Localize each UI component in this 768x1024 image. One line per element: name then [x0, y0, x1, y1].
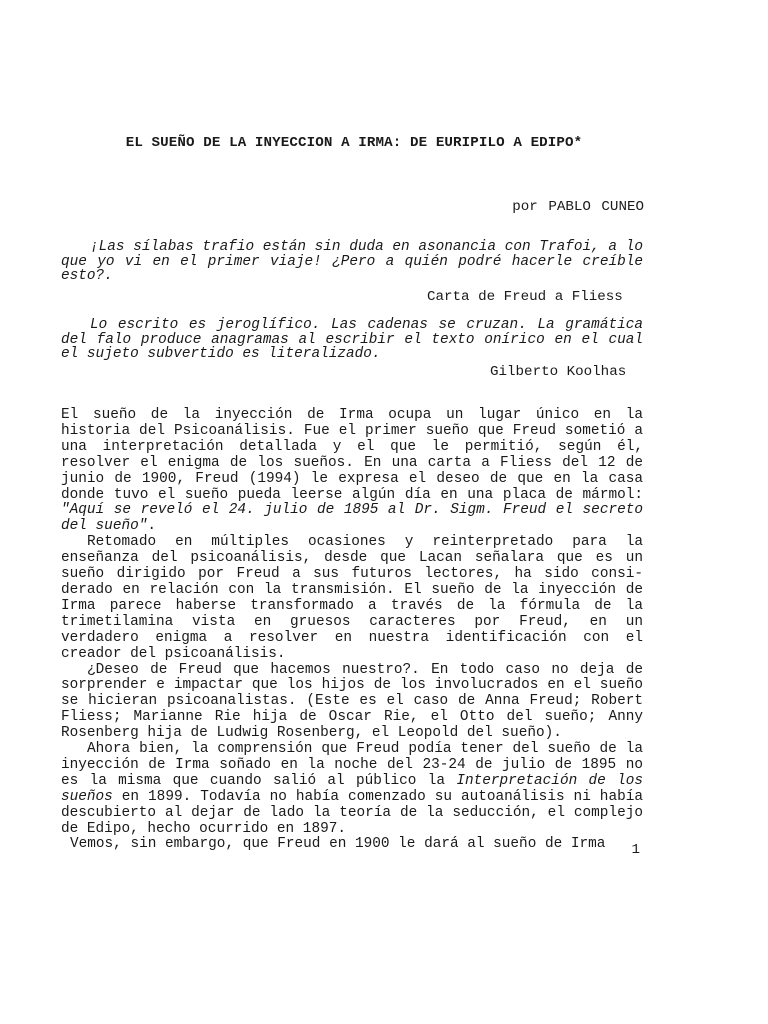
epigraph-1-source: Carta de Freud a Fliess [427, 289, 623, 305]
epigraph-1 [61, 240, 643, 284]
paragraph-5: Vemos, sin embargo, que Freud en 1900 le dará al sueño de Irma [70, 836, 606, 853]
paragraph-1-text: El sueño de la inyección de Irma ocupa un lugar único en la historia del Psicoanálisis. Fue el primer sueño que Freud sometió a una interpretación detallada y el que le permitió, según él, resolver el enigma de los sueños. En una carta a Fliess del 12 de junio de 1900, Freud (1994) le expresa el deseo de que en la casa donde tuvo el sueño pueda leerse algún día en una placa de mármol: [61, 407, 643, 503]
paragraph-1 [61, 408, 643, 535]
paragraph-4-text: Ahora bien, la comprensión que Freud podía tener del sueño de la inyección de Irma soñado en la noche del 23-24 de julio de 1895 no es la misma que cuando salió al público la [61, 741, 643, 789]
epigraph-2-source: Gilberto Koolhas [490, 364, 627, 380]
paragraph-4-end: en 1899. Todavía no había comenzado su autoanálisis ni había descubierto al dejar de lado la teoría de la seducción, el complejo de Edipo, hecho ocurrido en 1897. [61, 788, 643, 837]
author-line: por PABLO CUNEO [512, 199, 644, 215]
document-title: EL SUEÑO DE LA INYECCION A IRMA: DE EURIPILO A EDIPO* [125, 135, 583, 151]
paragraph-1-end: . [147, 518, 156, 535]
page-number: 1 [631, 842, 640, 858]
paragraph-2: Retomado en múltiples ocasiones y reinterpretado para la enseñanza del psicoanálisis, desde que Lacan señalara que es un sueño dirigido por Freud a sus futuros lectores, ha sido consi-derado en relación con la transmisión. El sueño de la inyección de Irma parece haberse transformado a través de la fórmula de la trimetilamina vista en gruesos caracteres por Freud, en un verdadero enigma a resolver en nuestra identificación con el creador del psicoanálisis. [61, 534, 643, 662]
paragraph-1-quote: "Aquí se reveló el 24. julio de 1895 al Dr. Sigm. Freud el secreto del sueño" [61, 502, 643, 535]
paragraph-4 [61, 742, 643, 837]
paragraph-4-book-title: Interpretación de los sueños [61, 772, 643, 805]
epigraph-1-text: ¡Las sílabas trafio están sin duda en asonancia con Trafoi, a lo que yo vi en el primer viaje! ¿Pero a quién podré hacerle creíble esto?. [61, 239, 643, 285]
body-text [61, 408, 643, 853]
epigraph-2-text: Lo escrito es jeroglífico. Las cadenas se cruzan. La gramática del falo produce anagramas al escribir el texto onírico en el cual el sujeto subvertido es literalizado. [61, 317, 643, 363]
epigraph-2 [61, 318, 643, 362]
paragraph-3: ¿Deseo de Freud que hacemos nuestro?. En todo caso no deja de sorprender e impactar que los hijos de los involucrados en el sueño se hicieran psicoanalistas. (Este es el caso de Anna Freud; Robert Fliess; Marianne Rie hija de Oscar Rie, el Otto del sueño; Anny Rosenberg hija de Ludwig Rosenberg, el Leopold del sueño). [61, 661, 643, 742]
